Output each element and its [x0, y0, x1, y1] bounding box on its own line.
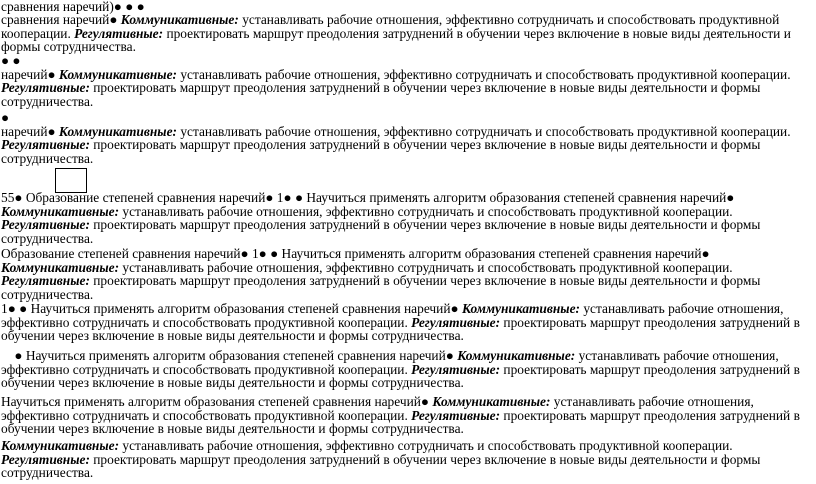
- reg-text: проектировать маршрут преодоления затруднений в обучении через включение в новые виды деятельности и формы сотрудничества.: [1, 137, 761, 166]
- reg-label: Регулятивные:: [74, 25, 164, 41]
- reg-text: проектировать маршрут преодоления затруднений в обучении через включение в новые виды деятельности и формы сотрудничества.: [1, 25, 791, 54]
- comm-label: Коммуникативные:: [461, 301, 580, 316]
- comm-label: Коммуникативные:: [432, 394, 551, 409]
- comm-label: Коммуникативные:: [457, 348, 576, 363]
- paragraph-6: [1, 302, 813, 343]
- comm-text: устанавливать рабочие отношения, эффективно сотрудничать и способствовать продуктивной кооперации.: [1, 348, 783, 377]
- comm-text: устанавливать рабочие отношения, эффективно сотрудничать и способствовать продуктивной кооперации.: [176, 66, 791, 82]
- paragraph-2: [1, 54, 813, 108]
- line-top: сравнения наречий)● ● ●: [1, 0, 145, 14]
- prefix: Научиться применять алгоритм образования степеней сравнения наречий●: [1, 394, 433, 409]
- comm-text: устанавливать рабочие отношения, эффективно сотрудничать и способствовать продуктивной кооперации.: [1, 394, 754, 423]
- reg-text: проектировать маршрут преодоления затруднений в обучении через включение в новые виды деятельности и формы сотрудничества.: [1, 80, 761, 109]
- reg-label: Регулятивные:: [411, 314, 501, 330]
- paragraph-5: [1, 247, 813, 301]
- reg-label: Регулятивные:: [411, 361, 501, 377]
- paragraph-3: [1, 111, 813, 165]
- comm-text: устанавливать рабочие отношения, эффективно сотрудничать и способствовать продуктивной кооперации.: [119, 259, 733, 275]
- reg-text: проектировать маршрут преодоления затруднений в обучении через включение в новые виды деятельности и формы сотрудничества.: [1, 273, 761, 302]
- reg-label: Регулятивные:: [1, 217, 90, 232]
- reg-text: проектировать маршрут преодоления затруднений в обучении через включение в новые виды деятельности и формы сотрудничества.: [1, 451, 761, 480]
- comm-label: Коммуникативные:: [1, 438, 120, 453]
- prefix: сравнения наречий●: [1, 12, 121, 27]
- prefix: ● Научиться применять алгоритм образования степеней сравнения наречий●: [1, 348, 458, 363]
- comm-text: устанавливать рабочие отношения, эффективно сотрудничать и способствовать продуктивной кооперации.: [176, 123, 791, 139]
- paragraph-1: [1, 13, 813, 54]
- reg-text: проектировать маршрут преодоления затруднений в обучении через включение в новые виды деятельности и формы сотрудничества.: [1, 407, 800, 436]
- comm-label: Коммуникативные:: [120, 12, 239, 27]
- prefix: Образование степеней сравнения наречий● 1● ● Научиться применять алгоритм образования степеней сравнения наречий●: [1, 246, 710, 261]
- reg-text: проектировать маршрут преодоления затруднений в обучении через включение в новые виды деятельности и формы сотрудничества.: [1, 217, 761, 246]
- paragraph-7: [1, 349, 813, 390]
- reg-label: Регулятивные:: [1, 137, 90, 152]
- paragraph-9: [1, 439, 813, 480]
- prefix: 55● Образование степеней сравнения наречий● 1● ● Научиться применять алгоритм образования степеней сравнения наречий●: [1, 190, 735, 205]
- prefix: ● наречий●: [1, 110, 56, 139]
- paragraph-8: [1, 395, 813, 436]
- reg-label: Регулятивные:: [1, 80, 90, 95]
- comm-label: Коммуникативные:: [1, 203, 120, 219]
- paragraph-4: [1, 191, 813, 245]
- reg-label: Регулятивные:: [1, 451, 90, 467]
- comm-label: Коммуникативные:: [58, 66, 177, 82]
- comm-text: устанавливать рабочие отношения, эффективно сотрудничать и способствовать продуктивной кооперации.: [1, 301, 784, 330]
- comm-text: устанавливать рабочие отношения, эффективно сотрудничать и способствовать продуктивной кооперации.: [119, 203, 733, 219]
- comm-text: устанавливать рабочие отношения, эффективно сотрудничать и способствовать продуктивной кооперации.: [119, 438, 733, 453]
- reg-text: проектировать маршрут преодоления затруднений в обучении через включение в новые виды деятельности и формы сотрудничества.: [1, 314, 800, 343]
- prefix: ● ● наречий●: [1, 53, 56, 82]
- comm-label: Коммуникативные:: [1, 259, 120, 275]
- comm-text: устанавливать рабочие отношения, эффективно сотрудничать и способствовать продуктивной кооперации.: [1, 12, 780, 41]
- reg-text: проектировать маршрут преодоления затруднений в обучении через включение в новые виды деятельности и формы сотрудничества.: [1, 361, 804, 390]
- reg-label: Регулятивные:: [411, 407, 501, 423]
- comm-label: Коммуникативные:: [58, 123, 177, 139]
- prefix: 1● ● Научиться применять алгоритм образования степеней сравнения наречий●: [1, 301, 462, 316]
- reg-label: Регулятивные:: [1, 273, 90, 288]
